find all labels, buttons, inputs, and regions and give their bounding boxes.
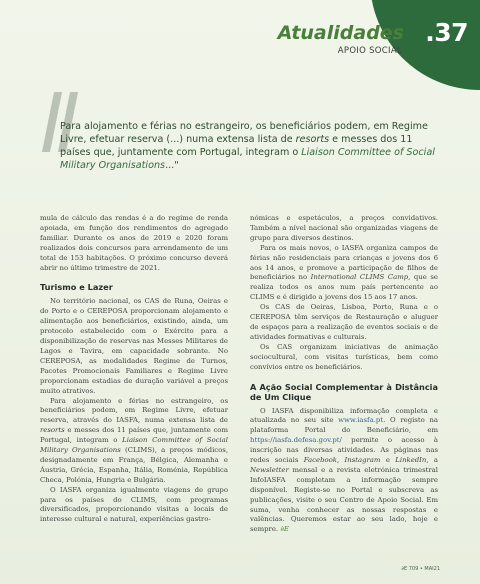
right-column — [250, 214, 438, 535]
page-number: .37 — [425, 18, 468, 47]
footer-issue: ∂E 709 • MAI21 — [401, 566, 440, 572]
paragraph-resorts — [40, 397, 228, 486]
text: (CLIMS), a preços módicos, designadamente em França, Bélgica, Alemanha e Áustria, Grécia, Espanha, Itália, Roménia, República Checa, Polónia, Hungria e Bulgária. — [40, 446, 229, 484]
section-title: Atualidades — [277, 22, 404, 44]
text: , a — [426, 456, 439, 465]
text-italic: Facebook, Instagram — [303, 456, 381, 465]
text: , que se realiza todos os anos num país pertencente ao CLIMS e é dirigido a jovens dos 15 aos 17 anos. — [250, 273, 438, 302]
text-italic: resorts — [40, 426, 65, 435]
paragraph: mula de cálculo das rendas é a do regime de renda apoiada, em função dos rendimentos do agregado familiar. Durante os anos de 2019 e 2020 foram realizados dois concursos para arrendamento de um total de 153 habitações. O próximo concurso deverá abrir no último trimestre de 2021. — [40, 214, 228, 272]
pull-quote-resorts: resorts — [295, 134, 330, 145]
paragraph: nómicas e espetáculos, a preços convidativos. Também a nível nacional são organizadas viagens de grupo para diversos destinos. — [250, 214, 438, 242]
text: e — [380, 456, 396, 465]
text: e messes dos 11 países que, juntamente com Portugal, integram o — [40, 426, 228, 445]
paragraph: Os CAS de Oeiras, Lisboa, Porto, Runa e o CEREPOSA têm serviços de Restauração e aluguer de espaços para a realização de eventos sociais e de atividades formativas e culturais. — [250, 303, 438, 341]
paragraph-online — [250, 407, 438, 536]
text: . O registo na plataforma Portal do Beneficiário, em — [250, 416, 439, 435]
text: Para os mais novos, o IASFA organiza campos de férias não residenciais para crianças e jovens dos 6 aos 14 anos, e promove a participação de filhos de beneficiários no — [250, 243, 438, 282]
text: Para alojamento e férias no estrangeiro, os beneficiários podem, em Regime Livre, efetuar reserva, através do IASFA, numa extensa lista de — [40, 396, 228, 425]
paragraph: O IASFA organiza igualmente viagens de grupo para os países do CLIMS, com programas diversificados, proporcionando visitas a locais de interesse cultural e natural, experiências gastro- — [40, 485, 228, 524]
paragraph: No território nacional, os CAS de Runa, Oeiras e do Porto e o CEREPOSA proporcionam alojamento e alimentação aos beneficiários, existindo, ainda, um protocolo estabelecido com o Exército para a disponibilização de reservas nas Messes Militares de Lagos e Tavira, em capacidade sobrante. No CEREPOSA, as modalidades Regime de Turnos, Pacotes Promocionais Familiares e Regime Livre proporcionam estadias de duração variável a preços muito atrativos. — [40, 297, 228, 395]
text-italic: LinkedIn — [395, 456, 427, 465]
section-subtitle: APOIO SOCIAL — [337, 46, 402, 56]
site-link[interactable]: www.iasfa.pt — [338, 416, 384, 425]
portal-link[interactable]: https://iasfa.defesa.gov.pt/ — [250, 436, 342, 445]
paragraph: Os CAS organizam iniciativas de animação sociocultural, com visitas turísticas, bem como convívios entre os beneficiários. — [250, 342, 438, 371]
pull-quote-part1: Para alojamento e férias no estrangeiro, os beneficiários podem, em Regime Livre, efetuar reserva (...) numa extensa lista de — [60, 121, 428, 145]
heading-acao-social: A Ação Social Complementar à Distância de Um Clique — [250, 381, 438, 402]
pull-quote-part3: ..." — [165, 160, 179, 171]
pull-quote — [60, 120, 440, 172]
text-italic: International CLIMS Camp — [310, 273, 409, 282]
text: mensal e a revista eletrónica trimestral InfoIASFA completam a informação sempre disponível. Registe-se no Portal e subscreva as publicações, visite o seu Centro de Apoio Social. Em suma, venha conhecer as nossas respostas e valências. Queremos estar ao seu lado, hoje e sempre. — [250, 465, 438, 534]
pull-quote-clims: Liaison Committee of Social Military Organisations — [60, 147, 435, 171]
left-column — [40, 214, 228, 525]
text: permite o acesso à inscrição nas diversas atividades. As páginas nas redes sociais — [250, 436, 438, 465]
paragraph-camps — [250, 244, 438, 303]
end-mark-icon: ∂E — [280, 525, 289, 534]
pull-quote-part2: e messes dos 11 países que, juntamente com Portugal, integram o — [60, 134, 413, 158]
text-italic: Liaison Committee of Social Military Organisations — [40, 436, 228, 455]
text: O IASFA disponibiliza informação completa e atualizada no seu site — [250, 406, 438, 425]
heading-turismo: Turismo e Lazer — [40, 282, 113, 293]
text-italic: Newsletter — [250, 465, 289, 474]
